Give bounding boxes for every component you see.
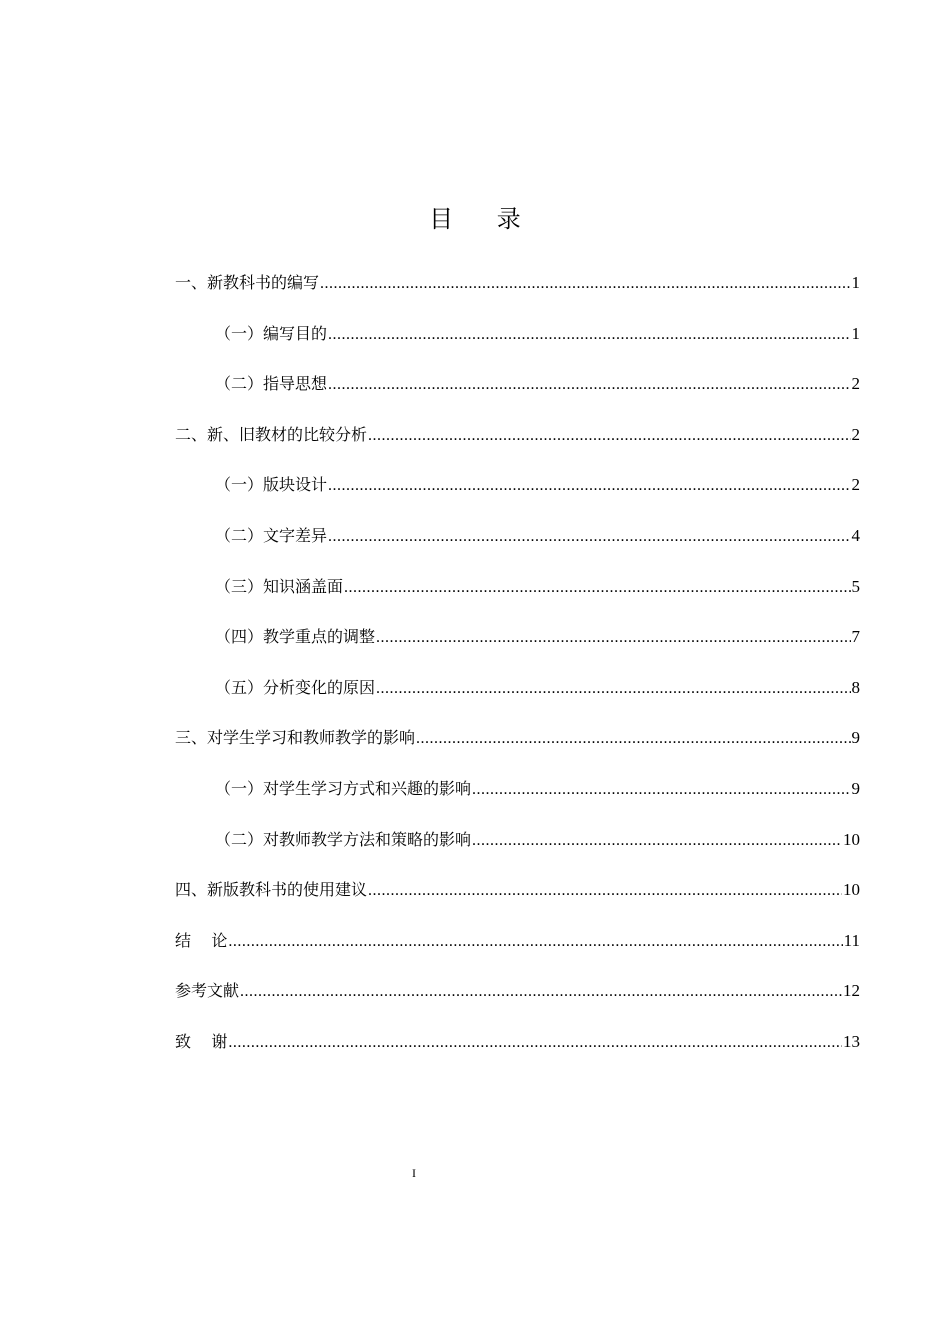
toc-page-number: 4 bbox=[851, 525, 860, 545]
toc-dot-leader bbox=[416, 724, 850, 754]
toc-page-number: 7 bbox=[851, 627, 860, 647]
toc-page-number: 5 bbox=[851, 576, 860, 596]
toc-dot-leader bbox=[328, 522, 850, 552]
toc-entry[interactable] bbox=[175, 420, 860, 471]
page-title: 目 录 bbox=[429, 205, 539, 233]
toc-dot-leader bbox=[376, 623, 850, 653]
toc-page-number: 11 bbox=[843, 930, 860, 950]
toc-entry-label: （五）分析变化的原因 bbox=[215, 677, 376, 697]
toc-entry[interactable] bbox=[175, 673, 860, 724]
toc-entry-label: （一）对学生学习方式和兴趣的影响 bbox=[215, 778, 472, 798]
toc-entry-label: （二）文字差异 bbox=[215, 525, 328, 545]
toc-dot-leader bbox=[472, 826, 842, 856]
toc-page-number: 2 bbox=[851, 475, 860, 495]
toc-page-number: 10 bbox=[843, 829, 860, 849]
toc-entry-label: 三、对学生学习和教师教学的影响 bbox=[175, 728, 416, 748]
toc-entry-label: 四、新版教科书的使用建议 bbox=[175, 880, 368, 900]
toc-entry[interactable] bbox=[175, 1027, 860, 1078]
toc-page-number: 12 bbox=[843, 981, 860, 1001]
toc-entry-label: 二、新、旧教材的比较分析 bbox=[175, 424, 368, 444]
toc-entry[interactable] bbox=[175, 875, 860, 926]
toc-dot-leader bbox=[328, 370, 850, 400]
toc-page-number: 9 bbox=[851, 778, 860, 798]
toc-dot-leader bbox=[344, 573, 850, 603]
toc-entry-label: （四）教学重点的调整 bbox=[215, 627, 376, 647]
toc-entry[interactable] bbox=[175, 976, 860, 1027]
toc-dot-leader bbox=[320, 269, 850, 299]
toc-dot-leader bbox=[472, 775, 850, 805]
toc-page-number: 9 bbox=[851, 728, 860, 748]
toc-dot-leader bbox=[240, 977, 842, 1007]
toc-entry[interactable] bbox=[175, 774, 860, 825]
table-of-contents bbox=[175, 268, 860, 1078]
toc-dot-leader bbox=[368, 876, 842, 906]
toc-dot-leader bbox=[376, 674, 850, 704]
toc-page-number: 13 bbox=[843, 1031, 860, 1051]
page-number-footer: I bbox=[412, 1166, 416, 1180]
toc-entry-label: 致 谢 bbox=[175, 1031, 228, 1051]
toc-entry[interactable] bbox=[175, 268, 860, 319]
toc-page-number: 1 bbox=[851, 273, 860, 292]
toc-entry-label: 一、新教科书的编写 bbox=[175, 273, 320, 292]
toc-entry[interactable] bbox=[175, 521, 860, 572]
toc-entry[interactable] bbox=[175, 926, 860, 977]
toc-page-number: 10 bbox=[843, 880, 860, 900]
toc-dot-leader bbox=[228, 927, 842, 957]
toc-entry-label: （二）指导思想 bbox=[215, 374, 328, 394]
toc-entry-label: 参考文献 bbox=[175, 981, 240, 1001]
toc-entry[interactable] bbox=[175, 319, 860, 370]
toc-page-number: 2 bbox=[851, 374, 860, 394]
toc-entry-label: 结 论 bbox=[175, 930, 228, 950]
toc-entry[interactable] bbox=[175, 572, 860, 623]
toc-entry-label: （三）知识涵盖面 bbox=[215, 576, 344, 596]
toc-page-number: 1 bbox=[851, 323, 860, 343]
toc-dot-leader bbox=[228, 1028, 842, 1058]
toc-entry-label: （二）对教师教学方法和策略的影响 bbox=[215, 829, 472, 849]
toc-entry[interactable] bbox=[175, 369, 860, 420]
toc-dot-leader bbox=[368, 421, 850, 451]
toc-dot-leader bbox=[328, 471, 850, 501]
toc-page-number: 2 bbox=[851, 424, 860, 444]
toc-entry[interactable] bbox=[175, 470, 860, 521]
toc-entry[interactable] bbox=[175, 825, 860, 876]
toc-entry[interactable] bbox=[175, 723, 860, 774]
toc-entry-label: （一）编写目的 bbox=[215, 323, 328, 343]
toc-entry-label: （一）版块设计 bbox=[215, 475, 328, 495]
toc-dot-leader bbox=[328, 320, 850, 350]
toc-page-number: 8 bbox=[851, 677, 860, 697]
toc-entry[interactable] bbox=[175, 622, 860, 673]
